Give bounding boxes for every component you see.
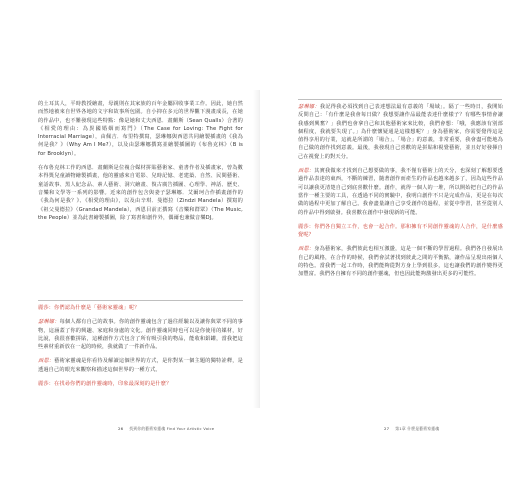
qa-question <box>298 223 503 240</box>
qa-question <box>38 304 243 312</box>
running-title: 找到你的藝術家靈魂 Find Your Artistic Voice <box>129 426 215 431</box>
qa-question-text: 在找尋你們的創作靈魂時，印象最深刻的是什麼？ <box>54 381 172 388</box>
qa-question <box>38 380 243 388</box>
qa-speaker: 麗莎： <box>298 223 315 230</box>
left-paragraph-1: 的土耳其人，平時教授繪畫，母親則在其家族的百年金屬回收事業工作。因此，她自然而然地被來自世界各地的文字和故事所包圍。自小抑在多元的世界觀下漫畫成長，在她的作品中，也不難發現這些特點：像是她和丈夫西恩．畫蘭斯（Sean Qualls）合著的《相愛的理由：為異國婚姻而寫鬥》（The Case for Loving: The Fight for Interracial Marriage），由佩吉．布里特撰寫，瑟琳娜與西恩共同繪製插畫的《我為何是我？》（Why Am I Me?），以及由瑟琳娜撰寫並繪製插圖的《布魯克林》（B is for Brooklyn）。 <box>38 101 243 157</box>
page-number: 26 <box>118 426 124 431</box>
qa-speaker: 西恩： <box>38 358 55 365</box>
qa-answer <box>298 103 503 161</box>
qa-answer <box>38 318 243 351</box>
left-qa-block <box>38 304 243 388</box>
qa-speaker: 麗莎： <box>38 305 55 311</box>
qa-speaker: 西恩： <box>298 168 315 175</box>
qa-answer-text: 每個人都有自己的故事。你的創作靈魂包含了過往經驗以及讓你與眾不同的事物，這涵蓋了你的興趣、家庭和身處的文化。創作靈魂同時也可以是你使用的媒材，好比說，我很喜歡拼貼，這種創作方式包含了所有吸引我的物品，能收和鋁罐，當我把這些素材重新放在一起的時候，我就做了一件新作品。 <box>38 319 243 351</box>
left-text-block <box>38 100 243 222</box>
left-paragraph-2: 在布魯克林工作的西恩．畫蘭斯是位複合媒材拼貼藝術家、童書作者及插畫家，曾為數本得獎兒童讀物繪製插畫，他的靈感來自電影、兒時記憶、老建築、自然、民間藝術、童話故事、黑人紀念品、素人藝術、洞穴繪畫、復古廣告插圖、心理學、神話、歷史、音樂和文學等一系列的影響。近來的創作包含與妻子瑟琳娜．艾爾珂合作插畫創作的《我為何是我？》、《相愛的理由》，以及由辛琪．曼德拉（Zindzi Mandela）撰寫的《祖父曼德拉》（Grandad Mandela），西恩目前正撰寫《音樂和群眾》（The Music, the People）並為此書繪製插圖，除了寫書和創作外，偶爾也兼做音樂DJ。 <box>38 165 243 221</box>
qa-answer <box>38 357 243 374</box>
qa-answer-text: 藝術家靈魂是你看待及解讀這個世界的方式，是你對某一個主題的獨特詮釋，是透過自己的眼光來觀察和描述這個世界的一種方式。 <box>38 358 243 373</box>
left-qa-divider <box>38 300 243 301</box>
qa-question-text: 你們認為什麼是「藝術家靈魂」呢？ <box>54 305 140 311</box>
qa-answer <box>298 167 503 217</box>
qa-question-text: 你們各自獨立工作，也會一起合作。那和擁有不同創作靈魂的人合作，是什麼感覺呢？ <box>298 223 503 239</box>
left-folio <box>118 426 214 432</box>
qa-speaker: 瑟琳娜： <box>38 319 60 326</box>
right-page <box>260 0 520 500</box>
qa-answer-text: 其實我做來才找到自己想要做的事，我不僅有藝術上的天分，也深刻了解想要透過作品表達的東西，不斷的練習，隨著創作而產生的作品也越來越多了，因為這些作品可以讓我更清楚自己到底喜歡什麼。創作，就得一個人的一堆，所以開始把自己的作品當作一種主要的工具，在透過不同的實驗中，我明白創作不只是完成作品，更是在每次做的過程中更加了解自己。我會盡量讓自己享受創作的過程，並從中學習，甚至從別人的作品中得到啟發。我喜歡在創作中發現新的可能。 <box>298 168 503 216</box>
qa-answer-text: 我記得我必須找到自己表達想法最有意義的「場域」。隔了一些時日，我開始反問自己：「有什麼是我會每日做？我想要讓作品最能表達什麼樣子？有哪些事情會讓我感到興奮？」我們也會拿自己和其他藝術家來比較，我們會想：「哦，我應該有別部個程度，我就要失現了。」為什麼懷疑通是這樣想呢？」身為藝術家，你需要覺得這是值得享用的行業，這就是所謂的「場合」。「場合」的意義，非常重要，我會盡可能地為自己做的創作找到意義。最後，我發現自己喜歡的是拼貼和視覺藝術，並且好好發揮自己在視覺上的對天分。 <box>298 104 503 160</box>
qa-answer <box>298 245 503 278</box>
right-folio <box>384 426 439 432</box>
qa-speaker: 西恩： <box>298 246 315 253</box>
right-qa-divider <box>298 99 502 100</box>
qa-speaker: 瑟琳娜： <box>298 104 320 110</box>
running-title: 第1章 什麼是藝術家靈魂 <box>395 426 440 431</box>
right-qa-block <box>298 103 503 279</box>
page-number: 27 <box>384 426 390 431</box>
qa-speaker: 麗莎： <box>38 381 55 388</box>
qa-answer-text: 身為藝術家，我們彼此也相互激盪，這是一個不斷的學習過程。我們各自發展出自己的風格，在合作的時候，我們會試著找到彼此之間的平衡點，讓作品呈現出兩個人的特色。當我們一起工作時，我們能夠從對方身上學到很多，這也讓我們的創作變得更加豐富。我們各自擁有不同的創作靈魂，但也因此能夠激發出更多的可能性。 <box>298 246 503 278</box>
